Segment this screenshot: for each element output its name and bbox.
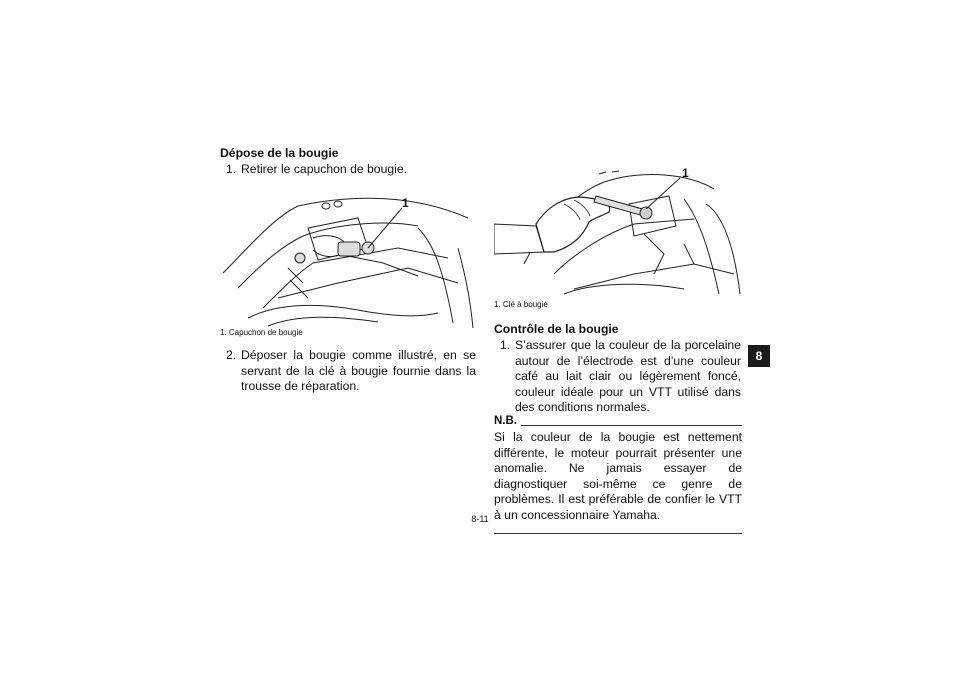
removal-step-2 bbox=[226, 348, 476, 395]
note-box bbox=[494, 414, 742, 534]
page-number: 8-11 bbox=[471, 514, 489, 524]
step-number: 1. bbox=[226, 162, 237, 176]
step-text: Retirer le capuchon de bougie. bbox=[241, 162, 407, 176]
note-label: N.B. bbox=[494, 415, 517, 427]
section-title-spark-plug-removal: Dépose de la bougie bbox=[220, 146, 339, 160]
removal-step-1 bbox=[226, 162, 476, 178]
callout-number: 1 bbox=[682, 166, 689, 180]
note-header bbox=[494, 414, 742, 429]
step-text: Déposer la bougie comme illustré, en se servant de la clé à bougie fournie dans la trousse de réparation. bbox=[241, 348, 476, 394]
note-bottom-rule bbox=[494, 533, 742, 534]
illustration-spark-plug-wrench bbox=[494, 164, 742, 300]
engine-line-drawing-1 bbox=[218, 188, 474, 328]
callout-number: 1 bbox=[402, 196, 409, 210]
section-title-spark-plug-inspection: Contrôle de la bougie bbox=[494, 322, 619, 336]
step-text: S’assurer que la couleur de la porcelaine autour de l’électrode est d’une couleur café au lait clair ou légèrement foncé, couleur idéale pour un VTT utilisé dans des conditions normales. bbox=[515, 338, 741, 415]
engine-line-drawing-2 bbox=[494, 164, 742, 300]
step-number: 2. bbox=[226, 348, 237, 362]
step-number: 1. bbox=[500, 338, 511, 352]
inspection-step-1 bbox=[500, 338, 741, 416]
figure-caption-spark-plug-cap: 1. Capuchon de bougie bbox=[220, 328, 303, 337]
chapter-tab: 8 bbox=[748, 345, 770, 367]
note-top-rule bbox=[521, 425, 742, 426]
figure-caption-spark-plug-wrench: 1. Clé à bougie bbox=[494, 300, 548, 309]
illustration-spark-plug-cap bbox=[218, 188, 474, 328]
note-text: Si la couleur de la bougie est nettement différente, le moteur pourrait présenter une anomalie. Ne jamais essayer de diagnostiquer soi-même ce genre de problèmes. Il est préférable de confier le VTT à un concessionnaire Yamaha. bbox=[494, 430, 742, 522]
